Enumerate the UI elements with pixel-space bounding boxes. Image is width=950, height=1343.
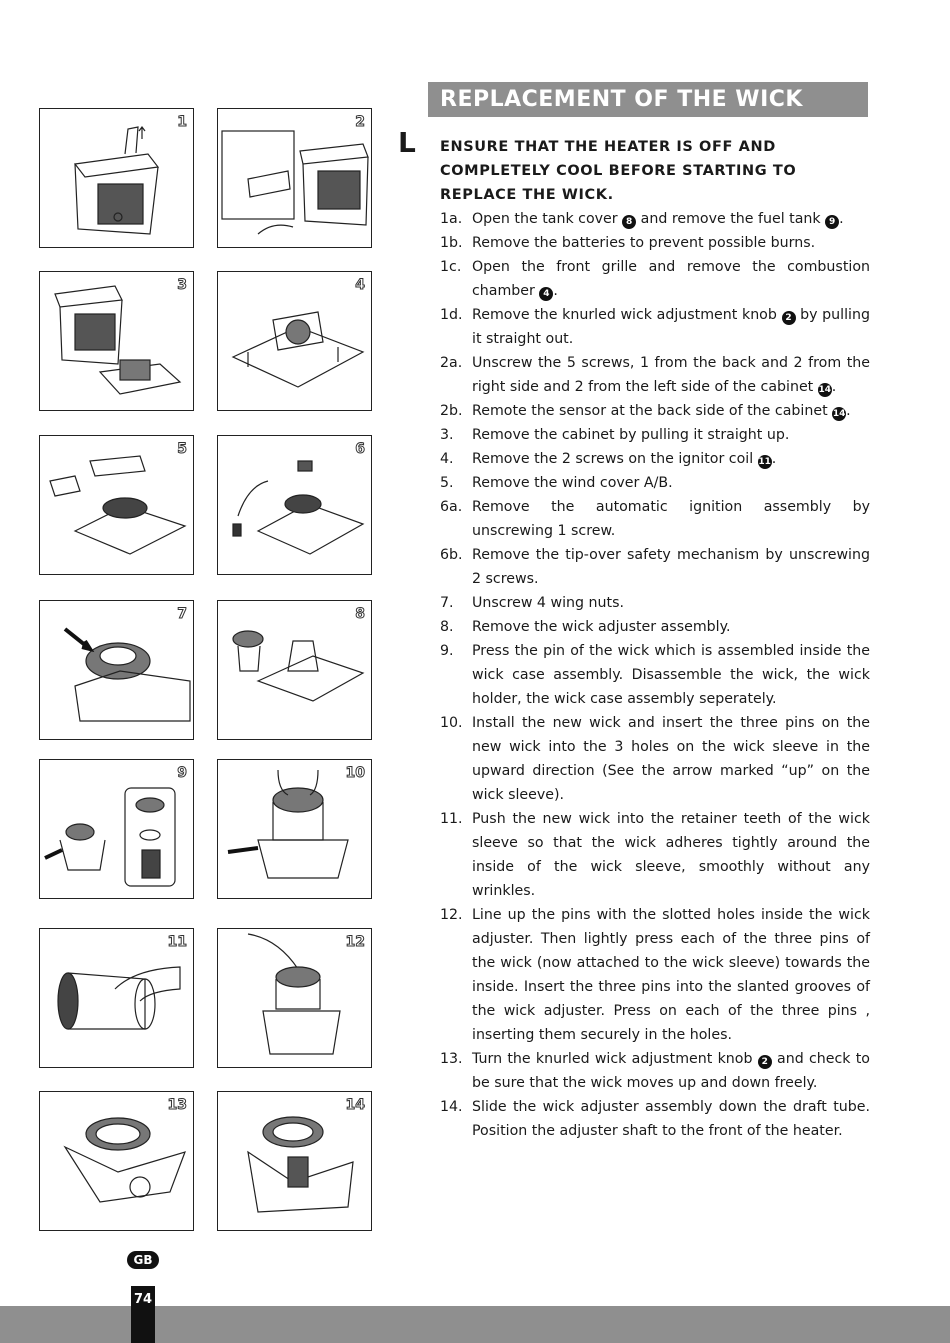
language-badge: GB	[127, 1251, 159, 1269]
instruction-step	[440, 1047, 870, 1095]
instruction-step	[440, 903, 870, 1047]
step-text: Remove the wick adjuster assembly.	[472, 619, 731, 635]
step-text: .	[831, 379, 837, 395]
step-text: Press the pin of the wick which is assembled inside the wick case assembly. Disassemble the wick, the wick holder, the wick case assembly seperately.	[472, 643, 870, 707]
part-reference-badge: 2	[782, 311, 796, 325]
step-text: Remove the wind cover A/B.	[472, 475, 673, 491]
step-text: and remove the fuel tank	[636, 211, 826, 227]
figure-number: 12	[345, 934, 365, 950]
figure-panel	[39, 108, 194, 248]
step-text: Install the new wick and insert the three pins on the new wick into the 3 holes on the wick sleeve in the upward direction (See the arrow marked “up” on the wick sleeve).	[472, 715, 870, 803]
step-text: by pulling it straight out.	[472, 307, 870, 347]
instruction-step	[440, 639, 870, 711]
step-text: Open the tank cover	[472, 211, 623, 227]
part-reference-badge: 14	[832, 409, 846, 419]
step-text: .	[839, 211, 844, 227]
step-text: Push the new wick into the retainer teeth of the wick sleeve so that the wick adheres tightly around the inside of the wick sleeve, smoothly without any wrinkles.	[472, 811, 870, 899]
figure-number: 6	[355, 441, 365, 457]
figure-number: 13	[167, 1097, 187, 1113]
step-number: 6b.	[440, 547, 463, 563]
figure-number: 4	[355, 277, 365, 293]
step-number: 10.	[440, 715, 463, 731]
step-number: 14.	[440, 1099, 463, 1115]
page-number: 74	[131, 1286, 155, 1343]
instruction-step	[440, 447, 870, 471]
step-text: Turn the knurled wick adjustment knob	[472, 1051, 758, 1067]
figure-number: 14	[345, 1097, 365, 1113]
figure-panel	[39, 1091, 194, 1231]
step-number: 7.	[440, 595, 454, 611]
instruction-step	[440, 591, 870, 615]
step-text: Open the front grille and remove the combustion chamber	[472, 259, 870, 299]
instruction-step	[440, 807, 870, 903]
step-text: Unscrew the 5 screws, 1 from the back and 2 from the right side and 2 from the left side of the cabinet	[472, 355, 870, 395]
part-reference-badge: 8	[622, 215, 636, 229]
heater-illustration	[40, 272, 194, 411]
step-number: 2a.	[440, 355, 463, 371]
figure-number: 1	[177, 114, 187, 130]
figure-panel	[217, 108, 372, 248]
step-text: .	[846, 403, 851, 419]
instruction-step	[440, 231, 870, 255]
step-number: 1a.	[440, 211, 463, 227]
instruction-step	[440, 351, 870, 399]
instruction-step	[440, 543, 870, 591]
heater-illustration	[40, 601, 194, 740]
step-number: 5.	[440, 475, 454, 491]
part-reference-badge: 2	[758, 1055, 772, 1069]
figure-panel	[39, 759, 194, 899]
step-text: .	[771, 451, 777, 467]
warning-symbol: L	[398, 126, 416, 159]
heater-illustration	[40, 760, 194, 899]
instruction-step	[440, 615, 870, 639]
figure-number: 10	[345, 765, 365, 781]
step-text: Remove the cabinet by pulling it straight up.	[472, 427, 790, 443]
step-text: Slide the wick adjuster assembly down the draft tube. Position the adjuster shaft to the front of the heater.	[472, 1099, 870, 1139]
step-text: Unscrew 4 wing nuts.	[472, 595, 624, 611]
step-number: 3.	[440, 427, 454, 443]
instruction-step	[440, 711, 870, 807]
step-text: Remove the knurled wick adjustment knob	[472, 307, 782, 323]
figure-number: 3	[177, 277, 187, 293]
heater-illustration	[218, 272, 372, 411]
part-reference-badge: 14	[818, 385, 832, 395]
figure-number: 11	[167, 934, 187, 950]
heater-illustration	[40, 109, 194, 248]
figure-panel	[217, 759, 372, 899]
figure-number: 9	[177, 765, 187, 781]
figure-panel	[39, 435, 194, 575]
figure-panel	[39, 600, 194, 740]
step-text: Remove the batteries to prevent possible burns.	[472, 235, 816, 251]
instruction-step	[440, 471, 870, 495]
instruction-list	[440, 207, 870, 1143]
figure-panel	[217, 600, 372, 740]
step-number: 4.	[440, 451, 454, 467]
figure-number: 7	[177, 606, 187, 622]
step-text: Line up the pins with the slotted holes inside the wick adjuster. Then lightly press each of the three pins of the wick (now attached to the wick sleeve) towards the inside. Insert the three pins into the slanted grooves of the wick adjuster. Press on each of the three pins , inserting them securely in the holes.	[472, 907, 870, 1043]
step-number: 11.	[440, 811, 463, 827]
step-number: 8.	[440, 619, 454, 635]
figure-panel	[39, 271, 194, 411]
step-number: 12.	[440, 907, 463, 923]
figure-panel	[217, 928, 372, 1068]
warning-text: ENSURE THAT THE HEATER IS OFF AND COMPLETELY COOL BEFORE STARTING TO REPLACE THE WICK.	[440, 139, 797, 203]
step-text: Remote the sensor at the back side of the cabinet	[472, 403, 833, 419]
figure-number: 5	[177, 441, 187, 457]
step-number: 1d.	[440, 307, 463, 323]
step-number: 1c.	[440, 259, 462, 275]
part-reference-badge: 9	[825, 215, 839, 229]
part-reference-badge: 4	[539, 287, 553, 301]
figure-number: 8	[355, 606, 365, 622]
step-text: Remove the 2 screws on the ignitor coil	[472, 451, 758, 467]
step-number: 13.	[440, 1051, 463, 1067]
part-reference-badge: 11	[758, 457, 771, 467]
step-number: 6a.	[440, 499, 463, 515]
step-text: Remove the tip-over safety mechanism by unscrewing 2 screws.	[472, 547, 870, 587]
heater-illustration	[218, 436, 372, 575]
heater-illustration	[40, 436, 194, 575]
instruction-step	[440, 399, 870, 423]
step-number: 9.	[440, 643, 454, 659]
figure-panel	[217, 435, 372, 575]
figure-panel	[217, 1091, 372, 1231]
step-text: Remove the automatic ignition assembly by unscrewing 1 screw.	[472, 499, 870, 539]
figure-panel	[217, 271, 372, 411]
section-title: REPLACEMENT OF THE WICK	[428, 82, 868, 117]
figure-number: 2	[355, 114, 365, 130]
figure-panel	[39, 928, 194, 1068]
step-number: 1b.	[440, 235, 463, 251]
instruction-step	[440, 255, 870, 303]
instruction-step	[440, 303, 870, 351]
step-number: 2b.	[440, 403, 463, 419]
instruction-step	[440, 1095, 870, 1143]
instruction-step	[440, 495, 870, 543]
step-text: and check to be sure that the wick moves up and down freely.	[472, 1051, 870, 1091]
heater-illustration	[218, 601, 372, 740]
heater-illustration	[218, 109, 372, 248]
instruction-step	[440, 423, 870, 447]
instruction-step	[440, 207, 870, 231]
step-text: .	[553, 283, 558, 299]
